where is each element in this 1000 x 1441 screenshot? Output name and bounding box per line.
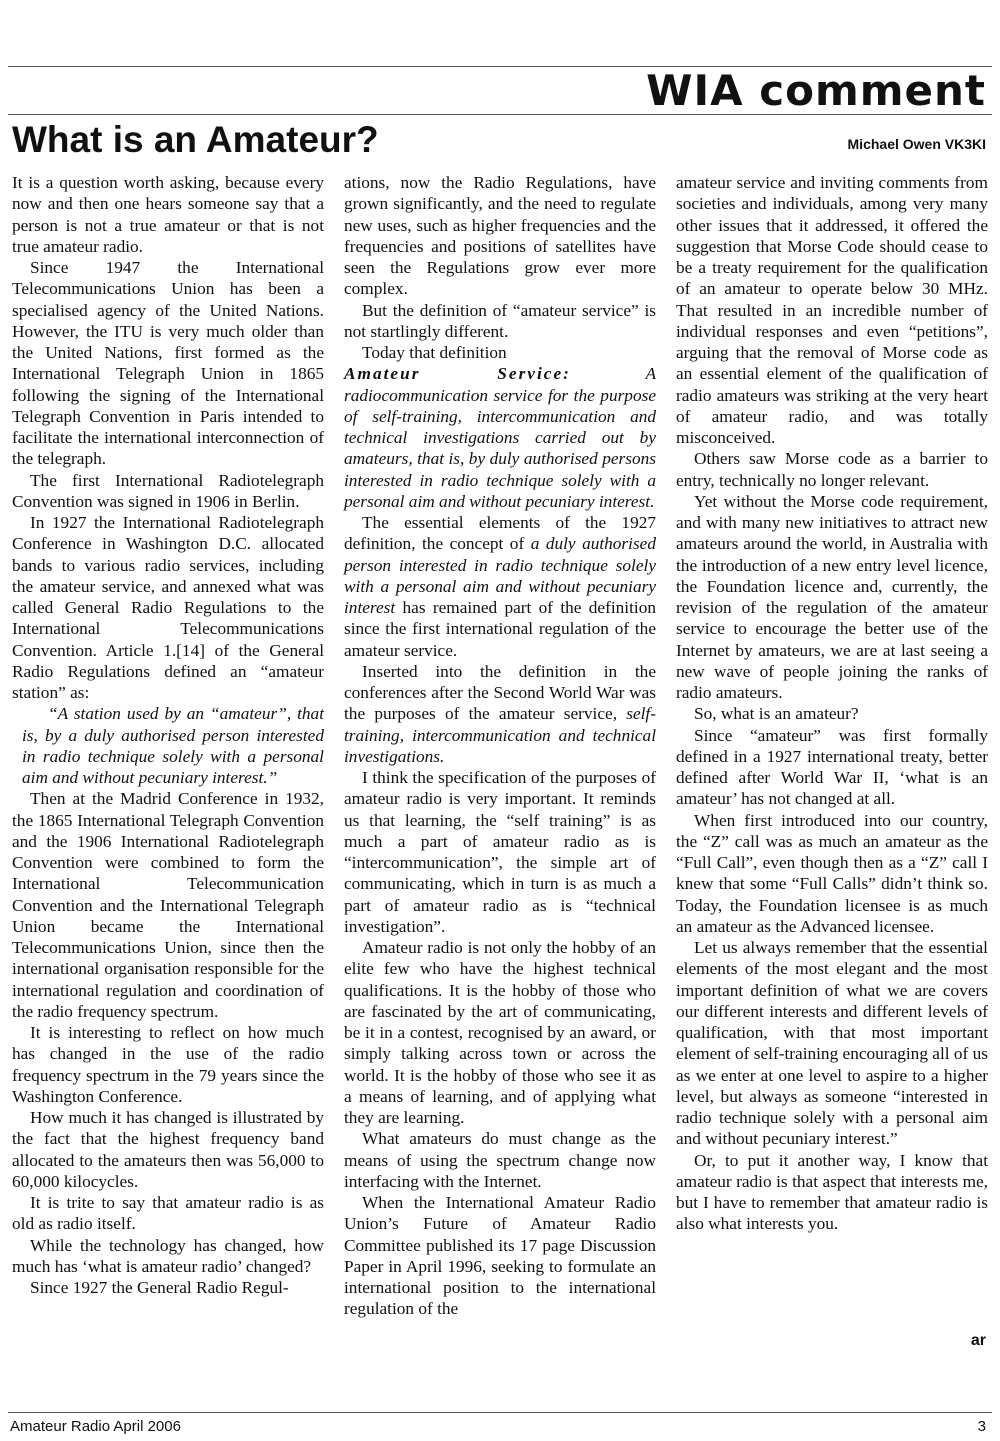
paragraph: It is a question worth asking, because every now and then one hears someone say that a person is not a true amateur or that is not true amateur radio. [12,173,324,256]
article-author: Michael Owen VK3KI [847,136,986,152]
paragraph: Since 1927 the General Radio Regul- [30,1278,289,1297]
paragraph: Or, to put it another way, I know that amateur radio is that aspect that interests me, but I have to remember that amateur radio is also what interests you. [676,1150,988,1234]
definition-quote: “A station used by an “amateur”, that is, by a duly authorised person interested in radio technique solely with a personal aim and without pecuniary interest.” [22,704,324,787]
paragraph: But the definition of “amateur service” is not startlingly different. [344,300,656,341]
paragraph: ations, now the Radio Regulations, have grown significantly, and the need to regulate new uses, such as higher frequencies and the frequencies and positions of satellites have seen the Regulations grow ever more complex. [344,173,656,299]
page-number: 3 [977,1418,986,1435]
paragraph: In 1927 the International Radiotelegraph Conference in Washington D.C. allocated bands to various radio services, including the amateur service, and annexed what was called General Radio Regulations to the International Telecommunications Convention. Article 1.[14] of the General Radio Regulations defined an “amateur station” as: [12,513,324,702]
paragraph [344,661,656,767]
paragraph: So, what is an amateur? [694,704,859,724]
text-run: has remained part of the definition since the first international regulation of the amateur service. [344,598,656,660]
emphasis-run: a duly authorised person interested in radio technique solely with a personal aim and without pecuniary interest [344,534,656,617]
definition-lead: Amateur Service: [344,364,571,384]
paragraph: The first International Radiotelegraph Convention was signed in 1906 in Berlin. [12,470,324,511]
paragraph: I think the specification of the purposes of amateur radio is very important. It reminds us that learning, the “self training” is as much a part of amateur radio as is “intercommunication”, the simple art of communicating, which in turn is as much a part of amateur radio as is “technical investigation”. [344,768,656,936]
paragraph: How much it has changed is illustrated by the fact that the highest frequency band allocated to the amateurs then was 56,000 to 60,000 kilocycles. [12,1108,324,1191]
paragraph: Yet without the Morse code requirement, and with many new initiatives to attract new amateurs around the world, in Australia with the introduction of a new entry level licence, the Foundation licence and, currently, the revision of the regulation of the amateur service to encourage the better use of the Internet by amateurs, we are at last seeing a new wave of people joining the ranks of radio amateurs. [676,491,988,702]
paragraph [344,512,656,661]
paragraph: When first introduced into our country, the “Z” call was as much an amateur as the “Full Call”, even though then as a “Z” call I knew that some “Full Calls” didn’t think so. Today, the Foundation licensee is as much an amateur as the Advanced licensee. [676,810,988,936]
text-run: Inserted into the definition in the conferences after the Second World War was the purposes of the amateur service, [344,661,656,724]
definition-paragraph [344,363,656,512]
paragraph: Since 1947 the International Telecommunications Union has been a specialised agency of the United Nations. However, the ITU is very much older than the United Nations, first formed as the International Telegraph Union in 1865 following the signing of the International Telegraph Convention in Paris intended to facilitate the international interconnection of the telegraph. [12,258,324,469]
header-rule [8,114,992,115]
section-kicker: WIA comment [646,66,986,115]
text-run: The essential elements of the 1927 definition, the concept of [344,513,656,554]
column-2 [344,172,656,1320]
paragraph: Today that definition [362,343,507,362]
paragraph: Others saw Morse code as a barrier to entry, technically no longer relevant. [676,449,988,490]
emphasis-run: self-training, intercommunication and technical investigations. [344,704,656,766]
paragraph: What amateurs do must change as the means of using the spectrum change now interfacing with the Internet. [344,1129,656,1191]
end-mark: ar [970,1332,986,1349]
paragraph: When the International Amateur Radio Union’s Future of Amateur Radio Committee published its 17 page Discussion Paper in April 1996, seeking to formulate an international position to the international regulation of the [344,1193,656,1319]
article-title: What is an Amateur? [12,119,379,160]
paragraph: Since “amateur” was first formally defined in a 1927 international treaty, better defined after World War II, ‘what is an amateur’ has not changed at all. [676,725,988,809]
paragraph: Let us always remember that the essential elements of the most elegant and the most important definition of what we are covers our different interests and different levels of qualification, with that most important element of self-training encouraging all of us as we enter at one level to aspire to a higher level, but always as someone “interested in radio technique solely with a personal aim and without pecuniary interest.” [676,938,988,1149]
paragraph: Then at the Madrid Conference in 1932, the 1865 International Telegraph Convention and the 1906 International Radiotelegraph Convention were combined to form the International Telecommunication Convention and the International Telegraph Union became the International Telecommunications Union, since then the international organisation responsible for the international regulation and coordination of the radio frequency spectrum. [12,789,324,1021]
paragraph: It is interesting to reflect on how much has changed in the use of the radio frequency spectrum in the 79 years since the Washington Conference. [12,1023,324,1106]
footer-publication: Amateur Radio April 2006 [10,1418,181,1435]
paragraph: While the technology has changed, how much has ‘what is amateur radio’ changed? [12,1235,324,1276]
paragraph: It is trite to say that amateur radio is as old as radio itself. [12,1193,324,1234]
paragraph: amateur service and inviting comments from societies and individuals, among very many other issues that it addressed, it offered the suggestion that Morse Code should cease to be a treaty requirement for the qualification of an amateur to operate below 30 MHz. That resulted in an incredible number of individual responses and even “petitions”, arguing that the removal of Morse code as an essential element of the qualification of radio amateurs was striking at the very heart of amateur radio, and was totally misconceived. [676,173,988,447]
column-3 [676,172,988,1235]
paragraph: Amateur radio is not only the hobby of an elite few who have the highest technical qualifications. It is the hobby of those who are fascinated by the art of communicating, be it in a contest, recognised by an award, or simply talking across town or across the world. It is the hobby of those who see it as a means of learning, and of applying what they are learning. [344,938,656,1127]
footer-rule [8,1412,992,1413]
column-1 [12,172,324,1298]
definition-text: A radiocommunication service for the purpose of self-training, intercommunication and technical investigations carried out by amateurs, that is, by duly authorised persons interested in radio technique solely with a personal aim and without pecuniary interest. [344,364,656,511]
